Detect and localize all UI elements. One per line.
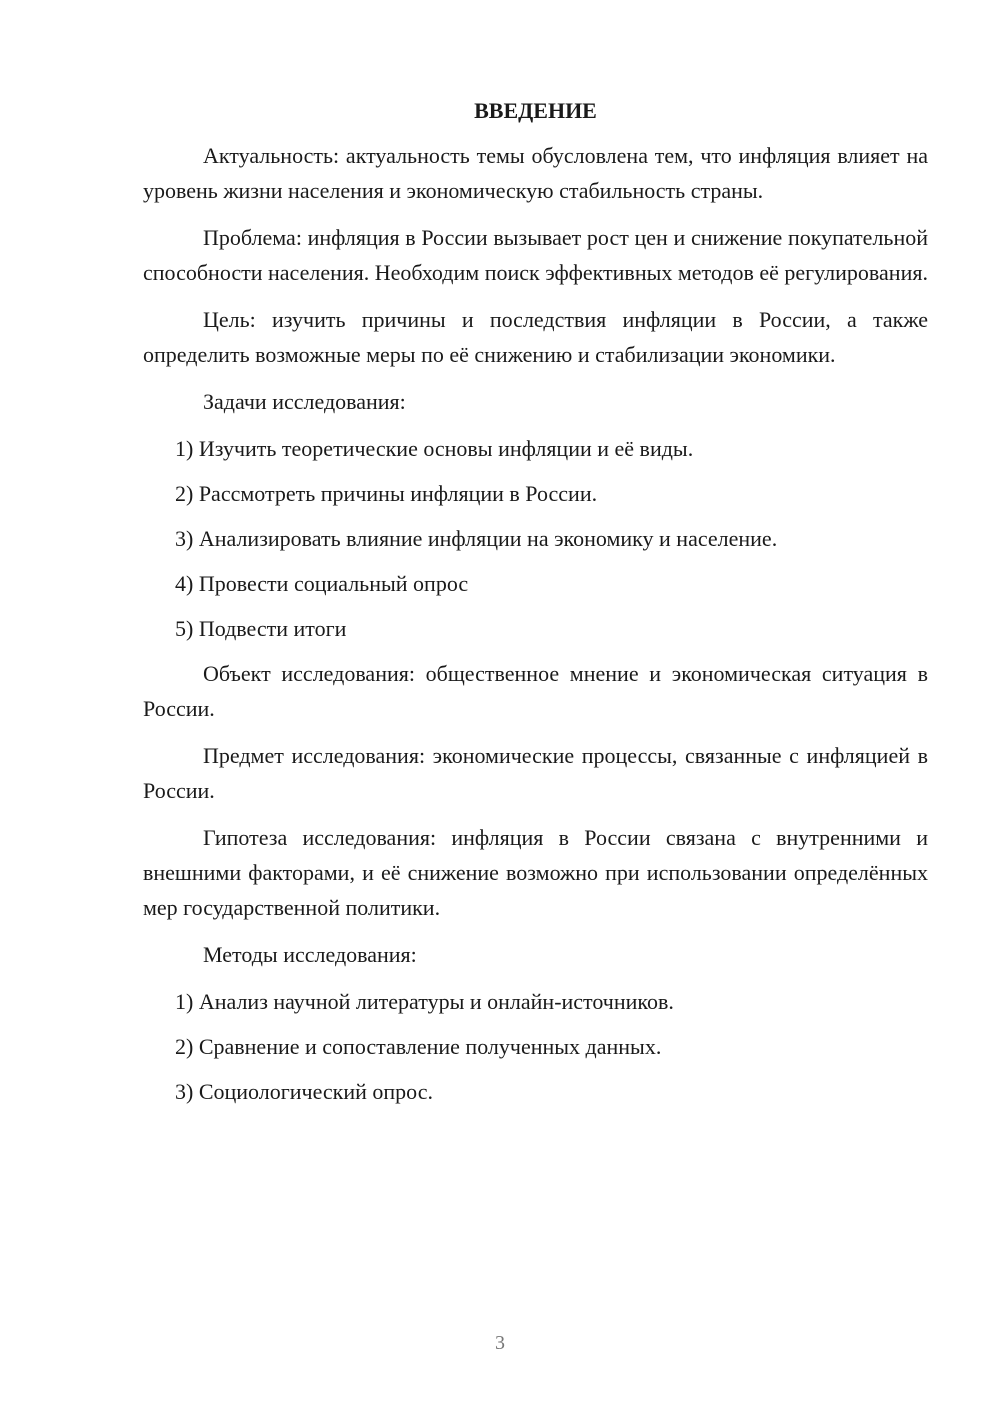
hypothesis-paragraph: Гипотеза исследования: инфляция в России связана с внутренними и внешними факторами, и её снижение возможно при использовании определённых мер государственной политики.	[143, 825, 928, 920]
object-paragraph: Объект исследования: общественное мнение и экономическая ситуация в России.	[143, 661, 928, 721]
page-number: 3	[495, 1332, 505, 1354]
methods-list	[143, 984, 928, 1109]
document-page	[143, 94, 928, 1119]
list-item: 3) Анализировать влияние инфляции на экономику и население.	[175, 526, 778, 551]
list-item: 3) Социологический опрос.	[175, 1079, 433, 1104]
problem-paragraph: Проблема: инфляция в России вызывает рост цен и снижение покупательной способности населения. Необходим поиск эффективных методов её регулирования.	[143, 225, 928, 285]
methods-heading: Методы исследования:	[203, 942, 417, 967]
list-item: 4) Провести социальный опрос	[175, 571, 469, 596]
subject-paragraph: Предмет исследования: экономические процессы, связанные с инфляцией в России.	[143, 743, 928, 803]
tasks-heading: Задачи исследования:	[203, 389, 406, 414]
tasks-list	[143, 431, 928, 646]
goal-paragraph: Цель: изучить причины и последствия инфляции в России, а также определить возможные меры по её снижению и стабилизации экономики.	[143, 307, 928, 367]
list-item: 1) Анализ научной литературы и онлайн-источников.	[175, 989, 674, 1014]
relevance-paragraph: Актуальность: актуальность темы обусловлена тем, что инфляция влияет на уровень жизни населения и экономическую стабильность страны.	[143, 143, 928, 203]
list-item: 1) Изучить теоретические основы инфляции и её виды.	[175, 436, 694, 461]
list-item: 2) Сравнение и сопоставление полученных данных.	[175, 1034, 662, 1059]
section-title: ВВЕДЕНИЕ	[474, 98, 597, 123]
list-item: 2) Рассмотреть причины инфляции в России.	[175, 481, 598, 506]
list-item: 5) Подвести итоги	[175, 616, 347, 641]
